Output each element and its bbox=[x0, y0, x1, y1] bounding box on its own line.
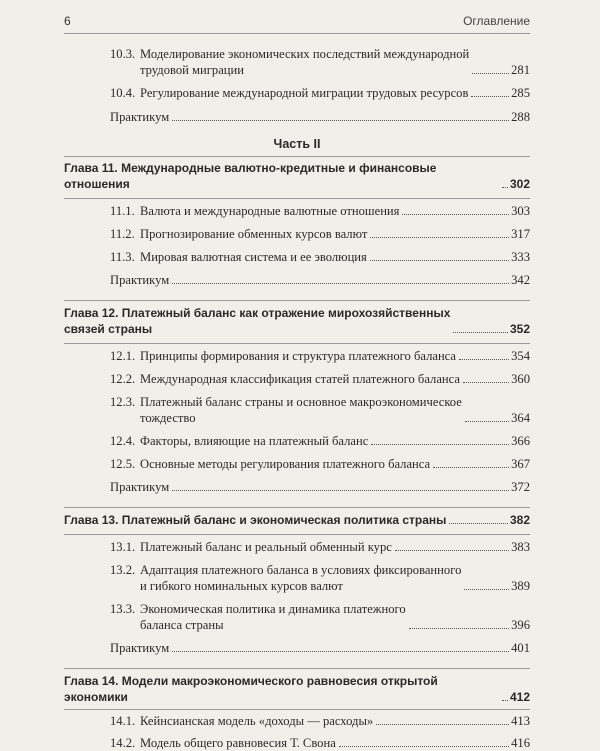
page-ref: 317 bbox=[511, 227, 530, 241]
chapter-rule bbox=[64, 156, 530, 157]
toc-entry-10-4[interactable] bbox=[64, 85, 530, 101]
chapter-title-line1: Глава 12. Платежный баланс как отражение мирохозяйственных bbox=[64, 306, 451, 320]
toc-entry-13-3[interactable] bbox=[64, 601, 530, 633]
toc-entry-13-1[interactable] bbox=[64, 539, 530, 555]
section-number: 13.1. bbox=[110, 540, 136, 554]
toc-entry-12-3[interactable] bbox=[64, 394, 530, 426]
toc-entry-10-3[interactable] bbox=[64, 46, 530, 78]
section-title-line1: Моделирование экономических последствий международной bbox=[140, 47, 470, 61]
dot-leader bbox=[459, 359, 509, 360]
chapter-rule bbox=[64, 534, 530, 535]
dot-leader bbox=[464, 589, 509, 590]
section-title: Международная классификация статей платежного баланса bbox=[140, 372, 460, 386]
section-title-line2: баланса страны bbox=[140, 618, 224, 632]
section-title-line1: Экономическая политика и динамика платежного bbox=[140, 602, 406, 616]
dot-leader bbox=[172, 283, 509, 284]
dot-leader bbox=[472, 73, 509, 74]
section-number: 11.1. bbox=[110, 204, 135, 218]
page-ref: 413 bbox=[511, 714, 530, 728]
section-title-line2: и гибкого номинальных курсов валют bbox=[140, 579, 343, 593]
section-title: Прогнозирование обменных курсов валют bbox=[140, 227, 368, 241]
dot-leader bbox=[463, 382, 509, 383]
dot-leader bbox=[339, 746, 509, 747]
section-title: Кейнсианская модель «доходы — расходы» bbox=[140, 714, 374, 728]
page-ref: 352 bbox=[509, 322, 530, 336]
page-ref: 367 bbox=[511, 457, 530, 471]
section-number: 12.4. bbox=[110, 434, 136, 448]
section-title: Мировая валютная система и ее эволюция bbox=[140, 250, 367, 264]
page-ref: 416 bbox=[511, 736, 530, 750]
section-title-line1: Адаптация платежного баланса в условиях фиксированного bbox=[140, 563, 462, 577]
dot-leader bbox=[172, 120, 509, 121]
dot-leader bbox=[453, 332, 508, 333]
practicum-title: Практикум bbox=[110, 110, 170, 124]
page-ref: 389 bbox=[511, 579, 530, 593]
section-number: 12.5. bbox=[110, 457, 136, 471]
page-header bbox=[64, 14, 530, 32]
section-number: 10.3. bbox=[110, 47, 136, 61]
table-of-contents bbox=[64, 46, 530, 751]
dot-leader bbox=[449, 523, 508, 524]
page-ref: 302 bbox=[509, 177, 530, 191]
toc-entry-12-2[interactable] bbox=[64, 371, 530, 387]
page-ref: 281 bbox=[511, 63, 530, 77]
practicum-title: Практикум bbox=[110, 273, 170, 287]
toc-entry-practicum-13[interactable] bbox=[64, 640, 530, 656]
section-title: Регулирование международной миграции трудовых ресурсов bbox=[140, 86, 469, 100]
page-ref: 364 bbox=[511, 411, 530, 425]
dot-leader bbox=[172, 490, 509, 491]
page-ref: 354 bbox=[511, 349, 530, 363]
section-title-line1: Платежный баланс страны и основное макроэкономическое bbox=[140, 395, 462, 409]
page-number: 6 bbox=[64, 14, 71, 28]
toc-entry-14-1[interactable] bbox=[64, 713, 530, 729]
dot-leader bbox=[370, 237, 509, 238]
chapter-rule bbox=[64, 668, 530, 669]
practicum-title: Практикум bbox=[110, 480, 170, 494]
page-ref: 366 bbox=[511, 434, 530, 448]
section-number: 12.1. bbox=[110, 349, 136, 363]
section-number: 11.3. bbox=[110, 250, 135, 264]
section-number: 12.2. bbox=[110, 372, 136, 386]
section-number: 10.4. bbox=[110, 86, 136, 100]
section-title: Платежный баланс и реальный обменный курс bbox=[140, 540, 392, 554]
section-number: 14.2. bbox=[110, 736, 136, 750]
dot-leader bbox=[502, 187, 508, 188]
section-number: 13.3. bbox=[110, 602, 136, 616]
page-ref: 303 bbox=[511, 204, 530, 218]
dot-leader bbox=[371, 444, 509, 445]
section-number: 14.1. bbox=[110, 714, 136, 728]
dot-leader bbox=[465, 421, 509, 422]
toc-chapter-14[interactable] bbox=[64, 673, 530, 705]
toc-entry-12-1[interactable] bbox=[64, 348, 530, 364]
header-rule bbox=[64, 33, 530, 34]
chapter-rule bbox=[64, 300, 530, 301]
section-title: Основные методы регулирования платежного баланса bbox=[140, 457, 431, 471]
dot-leader bbox=[402, 214, 509, 215]
page-ref: 285 bbox=[511, 86, 530, 100]
dot-leader bbox=[395, 550, 509, 551]
chapter-title: Глава 13. Платежный баланс и экономическая политика страны bbox=[64, 513, 447, 527]
toc-entry-13-2[interactable] bbox=[64, 562, 530, 594]
toc-chapter-11[interactable] bbox=[64, 160, 530, 192]
section-title: Факторы, влияющие на платежный баланс bbox=[140, 434, 369, 448]
chapter-title-line2: связей страны bbox=[64, 322, 153, 336]
toc-entry-practicum-12[interactable] bbox=[64, 479, 530, 495]
page-ref: 333 bbox=[511, 250, 530, 264]
toc-entry-12-5[interactable] bbox=[64, 456, 530, 472]
dot-leader bbox=[172, 651, 509, 652]
dot-leader bbox=[471, 96, 509, 97]
toc-entry-11-2[interactable] bbox=[64, 226, 530, 242]
section-number: 13.2. bbox=[110, 563, 136, 577]
page-ref: 360 bbox=[511, 372, 530, 386]
section-title: Модель общего равновесия Т. Свона bbox=[140, 736, 336, 750]
section-number: 11.2. bbox=[110, 227, 135, 241]
page-ref: 382 bbox=[509, 513, 530, 527]
chapter-title: Глава 11. Международные валютно-кредитные и финансовые отношения bbox=[64, 161, 437, 191]
toc-entry-14-2[interactable] bbox=[64, 735, 530, 751]
chapter-rule bbox=[64, 507, 530, 508]
page-ref: 342 bbox=[511, 273, 530, 287]
toc-chapter-13[interactable] bbox=[64, 512, 530, 528]
page-ref: 412 bbox=[509, 690, 530, 704]
part-heading: Часть II bbox=[273, 137, 321, 151]
section-title-line2: трудовой миграции bbox=[140, 63, 245, 77]
section-title: Принципы формирования и структура платежного баланса bbox=[140, 349, 457, 363]
section-title: Валюта и международные валютные отношения bbox=[140, 204, 400, 218]
toc-chapter-12[interactable] bbox=[64, 305, 530, 337]
page-ref: 288 bbox=[511, 110, 530, 124]
dot-leader bbox=[433, 467, 509, 468]
toc-entry-11-3[interactable] bbox=[64, 249, 530, 265]
toc-entry-12-4[interactable] bbox=[64, 433, 530, 449]
toc-entry-11-1[interactable] bbox=[64, 203, 530, 219]
chapter-rule bbox=[64, 343, 530, 344]
page-ref: 401 bbox=[511, 641, 530, 655]
dot-leader bbox=[376, 724, 509, 725]
toc-entry-practicum-10[interactable] bbox=[64, 109, 530, 125]
page-ref: 396 bbox=[511, 618, 530, 632]
page-ref: 372 bbox=[511, 480, 530, 494]
section-number: 12.3. bbox=[110, 395, 136, 409]
chapter-rule bbox=[64, 198, 530, 199]
section-title-line2: тождество bbox=[140, 411, 196, 425]
dot-leader bbox=[502, 700, 508, 701]
dot-leader bbox=[370, 260, 509, 261]
dot-leader bbox=[409, 628, 509, 629]
practicum-title: Практикум bbox=[110, 641, 170, 655]
running-title: Оглавление bbox=[463, 14, 530, 28]
chapter-rule bbox=[64, 709, 530, 710]
chapter-title: Глава 14. Модели макроэкономического равновесия открытой экономики bbox=[64, 674, 438, 704]
toc-entry-practicum-11[interactable] bbox=[64, 272, 530, 288]
page-ref: 383 bbox=[511, 540, 530, 554]
